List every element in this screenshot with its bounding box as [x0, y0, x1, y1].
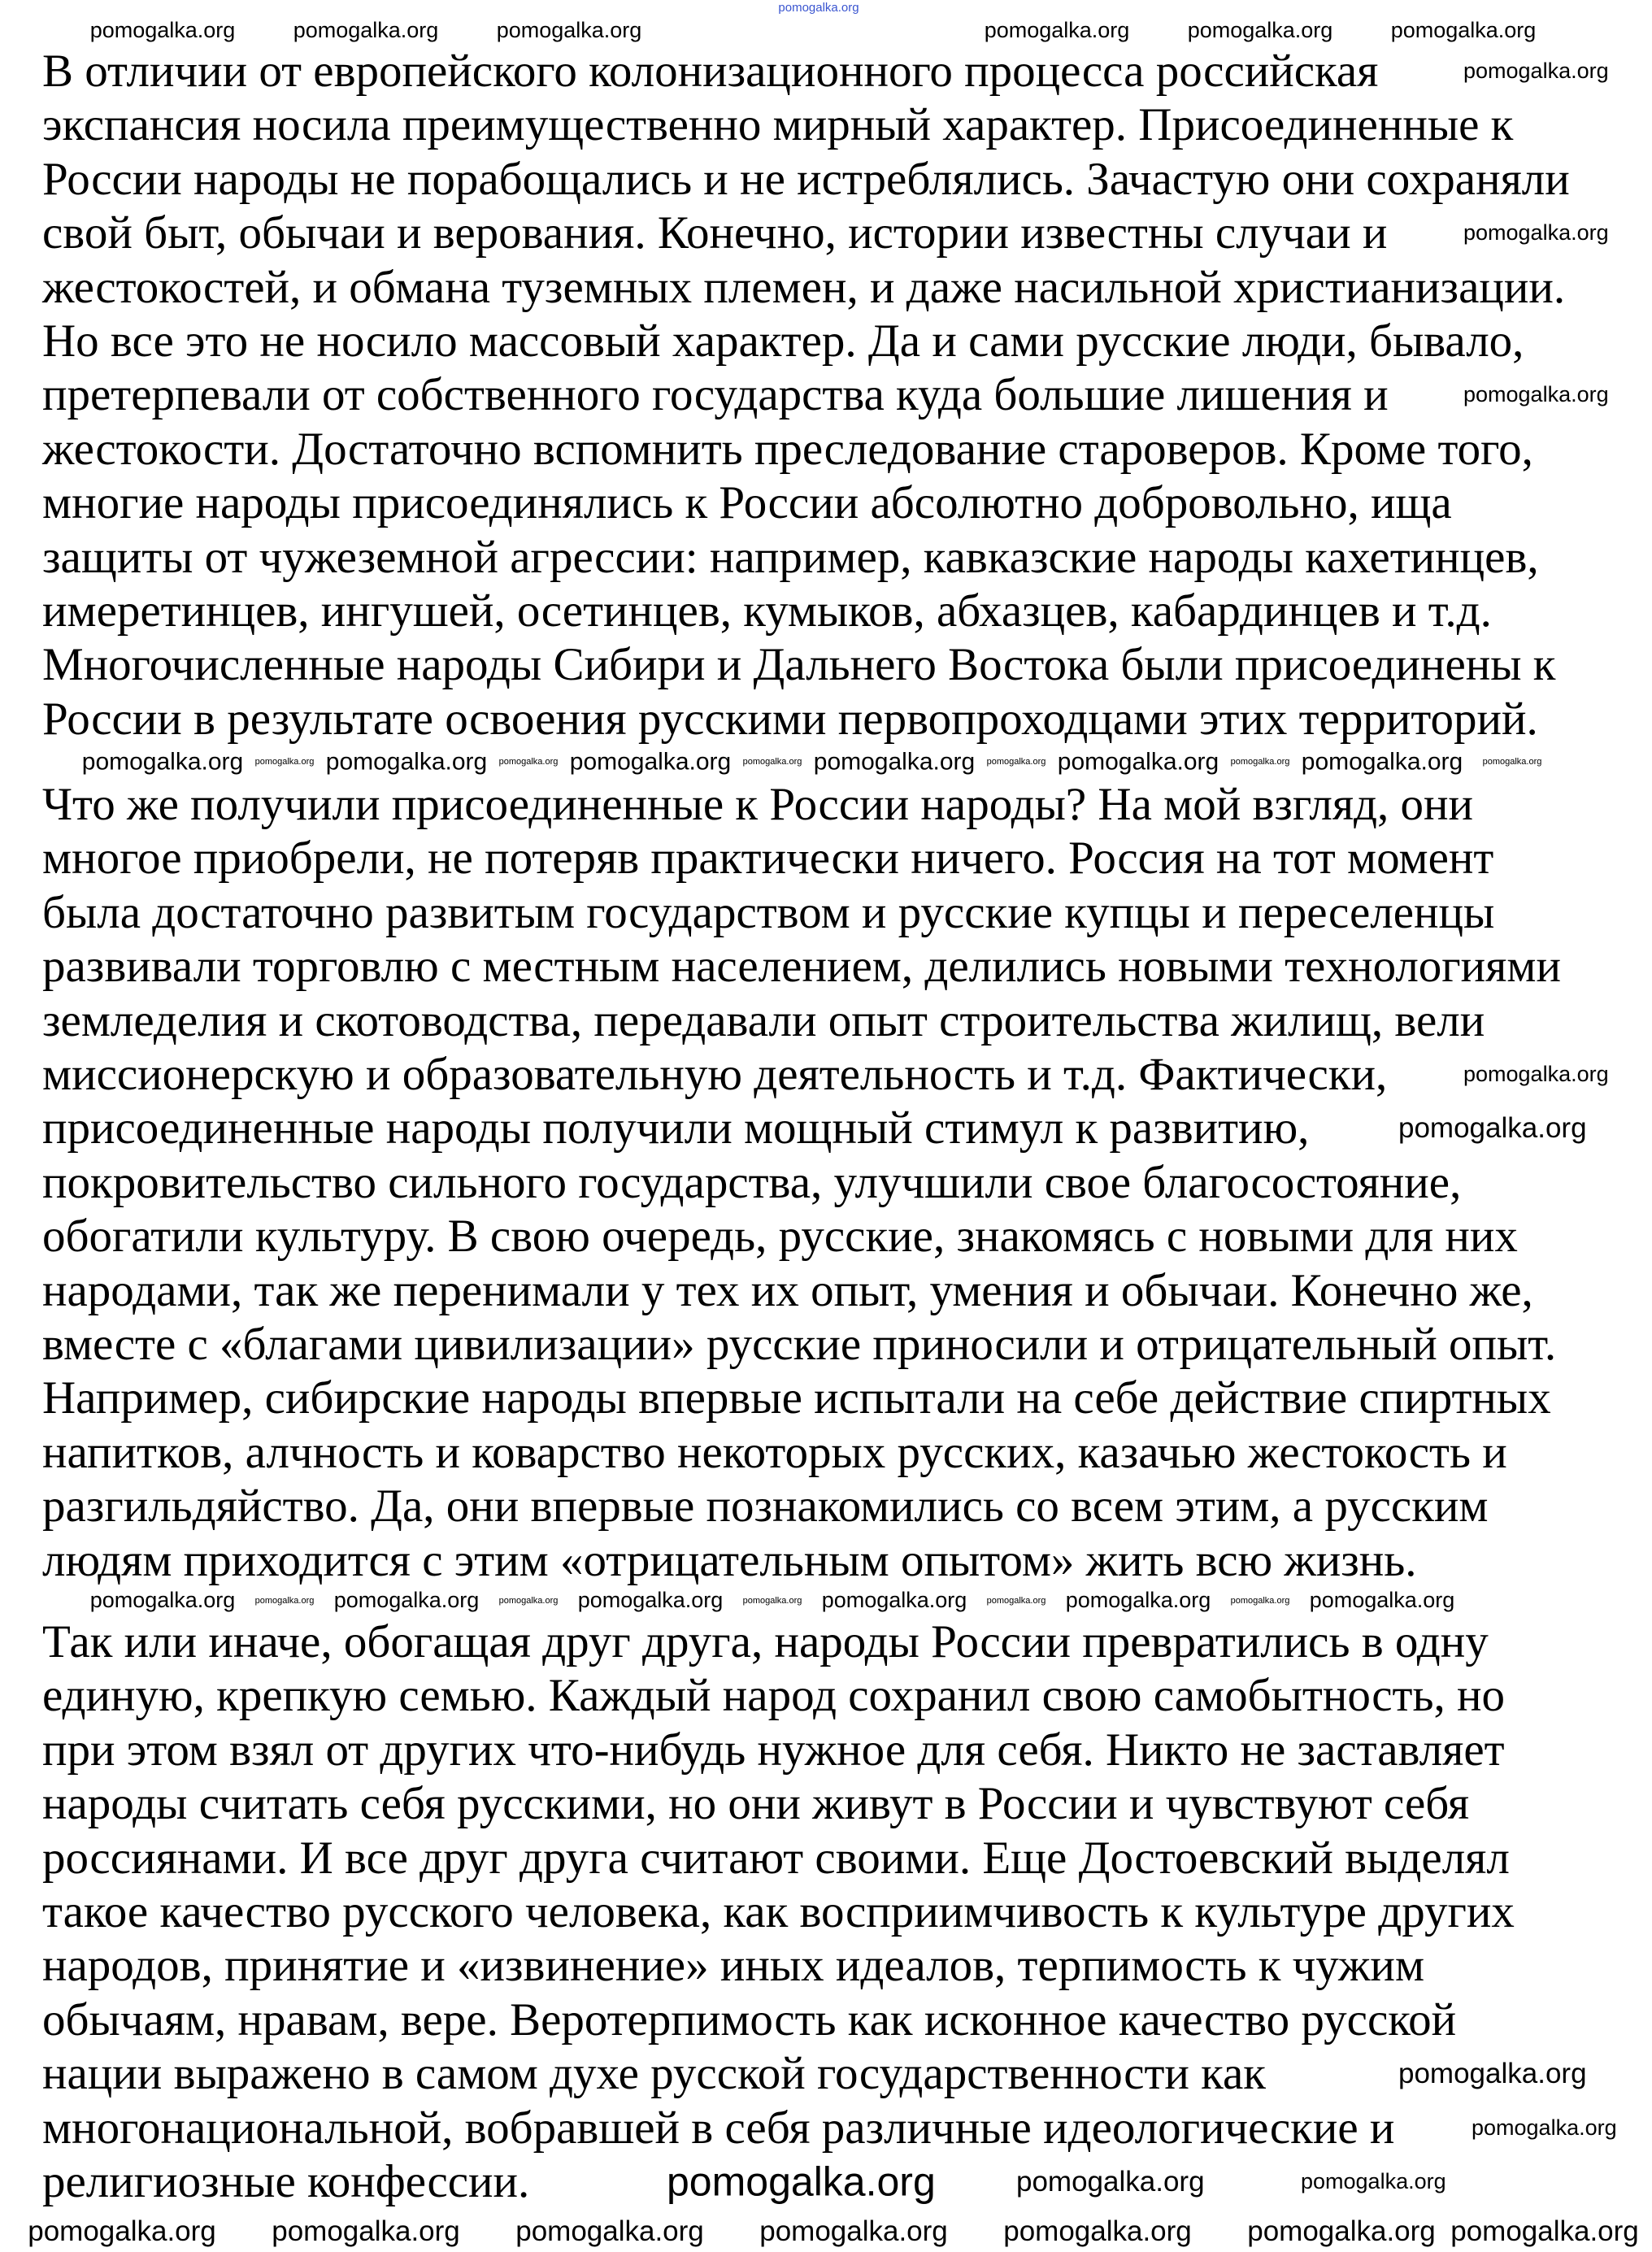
watermark-text: pomogalka.org [1398, 1111, 1587, 1144]
paragraph-2-line: миссионерскую и образовательную деятельность и т.д. Фактически, [42, 1049, 1388, 1100]
paragraph-2-line: была достаточно развитым государством и русские купцы и переселенцы [42, 886, 1495, 938]
paragraph-2-line: Что же получили присоединенные к России народы? На мой взгляд, они [42, 779, 1474, 830]
paragraph-3-line: такое качество русского человека, как восприимчивость к культуре других [42, 1886, 1515, 1937]
paragraph-3-line: многонациональной, вобравшей в себя различные идеологические и [42, 2102, 1395, 2154]
watermark-text: pomogalka.org [1463, 1062, 1609, 1087]
paragraph-1-line: защиты от чужеземной агрессии: например, кавказские народы кахетинцев, [42, 531, 1539, 583]
paragraph-1-line: экспансия носила преимущественно мирный характер. Присоединенные к [42, 99, 1514, 151]
watermark-text: pomogalka.org [1187, 18, 1333, 43]
watermark-text: pomogalka.org [1390, 18, 1537, 43]
paragraph-1-line: России народы не порабощались и не истреблялись. Зачастую они сохраняли [42, 153, 1570, 205]
watermark-text: pomogalka.org [821, 1588, 967, 1613]
watermark-text: pomogalka.org [89, 18, 236, 43]
watermark-text: pomogalka.org [515, 2215, 704, 2247]
watermark-text: pomogalka.org [1398, 2057, 1587, 2089]
watermark-text: pomogalka.org [272, 2215, 460, 2247]
paragraph-1-line: В отличии от европейского колонизационного процесса российская [42, 46, 1379, 97]
watermark-text: pomogalka.org [1230, 756, 1290, 767]
paragraph-2-line: напитков, алчность и коварство некоторых русских, казачью жестокость и [42, 1426, 1507, 1478]
watermark-text: pomogalka.org [1472, 2115, 1617, 2141]
watermark-text: pomogalka.org [1463, 220, 1609, 246]
paragraph-1-line: претерпевали от собственного государства куда большие лишения и [42, 369, 1389, 421]
watermark-text: pomogalka.org [986, 1595, 1046, 1606]
watermark-text: pomogalka.org [254, 756, 315, 767]
watermark-text: pomogalka.org [569, 748, 732, 776]
paragraph-2-line: Например, сибирские народы впервые испытали на себе действие спиртных [42, 1372, 1551, 1424]
watermark-text: pomogalka.org [1463, 59, 1609, 84]
paragraph-2-line: развивали торговлю с местным населением, делились новыми технологиями [42, 941, 1561, 993]
paragraph-1-line: свой быт, обычаи и верования. Конечно, истории известны случаи и [42, 207, 1388, 259]
watermark-text: pomogalka.org [293, 18, 439, 43]
paragraph-2-line: покровительство сильного государства, улучшили свое благосостояние, [42, 1156, 1462, 1208]
paragraph-3-line: народы считать себя русскими, но они живут в России и чувствуют себя [42, 1778, 1470, 1830]
watermark-text: pomogalka.org [496, 18, 642, 43]
paragraph-2-line: людям приходится с этим «отрицательным опытом» жить всю жизнь. [42, 1534, 1417, 1586]
watermark-text: pomogalka.org [254, 1595, 315, 1606]
paragraph-1-line: жестокости. Достаточно вспомнить преследование староверов. Кроме того, [42, 423, 1533, 475]
watermark-text: pomogalka.org [498, 1595, 559, 1606]
watermark-text: pomogalka.org [333, 1588, 480, 1613]
paragraph-2-line: вместе с «благами цивилизации» русские приносили и отрицательный опыт. [42, 1319, 1557, 1370]
watermark-text: pomogalka.org [1482, 756, 1542, 767]
watermark-text: pomogalka.org [81, 748, 244, 776]
paragraph-1-line: Многочисленные народы Сибири и Дальнего Востока были присоединены к [42, 639, 1556, 691]
paragraph-1-line: России в результате освоения русскими первопроходцами этих территорий. [42, 693, 1538, 745]
watermark-text: pomogalka.org [577, 1588, 724, 1613]
watermark-text: pomogalka.org [498, 756, 559, 767]
watermark-text: pomogalka.org [1016, 2165, 1205, 2198]
watermark-text: pomogalka.org [1309, 1588, 1455, 1613]
watermark-text: pomogalka.org [742, 756, 802, 767]
watermark-text: pomogalka.org [1301, 2169, 1446, 2194]
watermark-text: pomogalka.org [1057, 748, 1219, 776]
watermark-text: pomogalka.org [1247, 2215, 1436, 2247]
paragraph-3-line: обычаям, нравам, вере. Веротерпимость как исконное качество русской [42, 1993, 1457, 2045]
paragraph-2-line: многое приобрели, не потеряв практически ничего. Россия на тот момент [42, 833, 1494, 885]
paragraph-1-line: жестокостей, и обмана туземных племен, и даже насильной христианизации. [42, 261, 1566, 313]
watermark-text: pomogalka.org [1065, 1588, 1211, 1613]
paragraph-3-line: народов, принятие и «извинение» иных идеалов, терпимость к чужим [42, 1940, 1425, 1992]
watermark-text: pomogalka.org [667, 2159, 936, 2205]
watermark-text: pomogalka.org [1450, 2215, 1639, 2247]
paragraph-3-line: нации выражено в самом духе русской государственности как [42, 2048, 1266, 2100]
watermark-text: pomogalka.org [1230, 1595, 1290, 1606]
watermark-text: pomogalka.org [759, 2215, 948, 2247]
paragraph-2-line: обогатили культуру. В свою очередь, русские, знакомясь с новыми для них [42, 1211, 1518, 1263]
paragraph-2-line: разгильдяйство. Да, они впервые познакомились со всем этим, а русским [42, 1480, 1489, 1532]
watermark-text: pomogalka.org [1301, 748, 1463, 776]
watermark-text: pomogalka.org [986, 756, 1046, 767]
watermark-text: pomogalka.org [742, 1595, 802, 1606]
paragraph-1-line: многие народы присоединялись к России абсолютно добровольно, ища [42, 477, 1452, 529]
paragraph-2-line: народами, так же перенимали у тех их опыт, умения и обычаи. Конечно же, [42, 1264, 1533, 1316]
paragraph-3-line: единую, крепкую семью. Каждый народ сохранил свою самобытность, но [42, 1670, 1505, 1722]
paragraph-1-line: имеретинцев, ингушей, осетинцев, кумыков, абхазцев, кабардинцев и т.д. [42, 585, 1492, 637]
header-watermark[interactable]: pomogalka.org [778, 0, 859, 15]
paragraph-2-line: присоединенные народы получили мощный стимул к развитию, [42, 1102, 1310, 1154]
watermark-text: pomogalka.org [28, 2215, 216, 2247]
watermark-text: pomogalka.org [1003, 2215, 1192, 2247]
paragraph-3-line: Так или иначе, обогащая друг друга, народы России превратились в одну [42, 1616, 1489, 1667]
paragraph-1-line: Но все это не носило массовый характер. Да и сами русские люди, бывало, [42, 315, 1524, 367]
watermark-text: pomogalka.org [984, 18, 1130, 43]
paragraph-3-line: россиянами. И все друг друга считают своими. Еще Достоевский выделял [42, 1832, 1510, 1884]
watermark-text: pomogalka.org [89, 1588, 236, 1613]
paragraph-3-line: при этом взял от других что-нибудь нужное для себя. Никто не заставляет [42, 1724, 1505, 1776]
watermark-text: pomogalka.org [325, 748, 488, 776]
paragraph-2-line: земледелия и скотоводства, передавали опыт строительства жилищ, вели [42, 994, 1485, 1046]
paragraph-3-line: религиозные конфессии. [42, 2156, 530, 2207]
watermark-text: pomogalka.org [813, 748, 976, 776]
watermark-text: pomogalka.org [1463, 382, 1609, 407]
